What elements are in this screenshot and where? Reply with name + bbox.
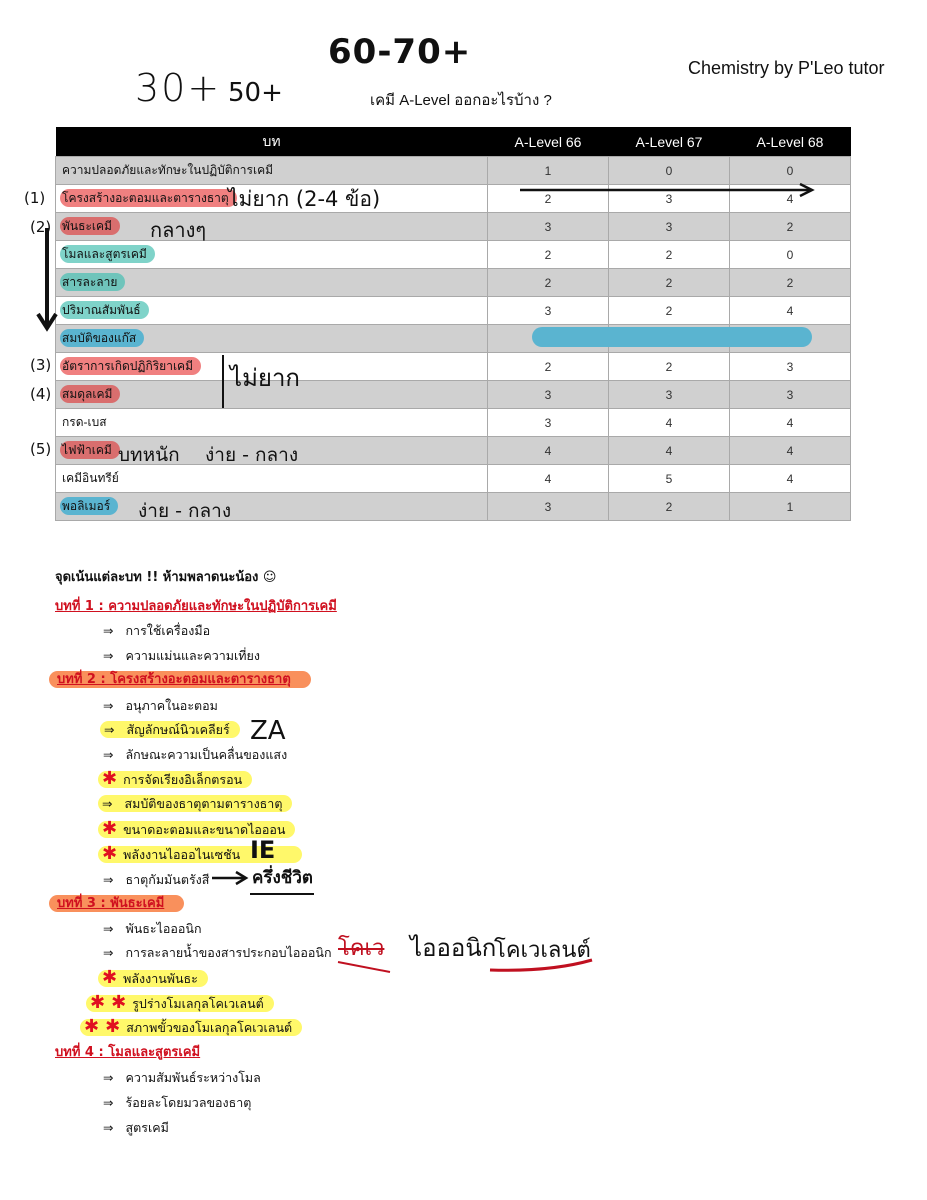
count-cell-v66: 4 (488, 437, 609, 465)
count-cell-v67: 4 (609, 437, 730, 465)
arrow-icon: ⇒ (103, 623, 114, 638)
count-cell-v67: 2 (609, 353, 730, 381)
subject-label: สารละลาย (60, 273, 125, 291)
note-half-life: ครึ่งชีวิต (252, 868, 313, 888)
margin-number-5: (5) (30, 440, 52, 458)
count-cell-v68: 1 (730, 493, 851, 521)
count-cell-v66: 3 (488, 213, 609, 241)
note-easy-medium-2: ง่าย - กลาง (138, 500, 232, 522)
chapter-1-title: บทที่ 1 : ความปลอดภัยและทักษะในปฏิบัติการเคมี (55, 599, 337, 614)
subject-label: พันธะเคมี (60, 217, 120, 235)
count-cell-v67: 2 (609, 493, 730, 521)
arrow-icon: ⇒ (103, 747, 114, 762)
chapter-2-title: บทที่ 2 : โครงสร้างอะตอมและตารางธาตุ (49, 668, 311, 689)
red-underline (330, 950, 600, 980)
ch2-item-6: ✱ ขนาดอะตอมและขนาดไอออน (98, 818, 295, 840)
count-cell-v68: 4 (730, 409, 851, 437)
note-za: ZA (250, 716, 286, 746)
count-cell-v66: 3 (488, 381, 609, 409)
ch3-item-4: ✱ ✱ รูปร่างโมเลกุลโคเวเลนต์ (86, 992, 274, 1014)
note-not-hard: ไม่ยาก (230, 364, 300, 392)
subject-label: ปริมาณสัมพันธ์ (60, 301, 149, 319)
header-68: A-Level 68 (730, 127, 851, 157)
ch2-item-4: ✱ การจัดเรียงอิเล็กตรอน (98, 768, 252, 790)
ch3-item-1: ⇒ พันธะไอออนิก (103, 921, 202, 936)
ch3-item-3: ✱ พลังงานพันธะ (98, 967, 208, 989)
count-cell-v68: 0 (730, 157, 851, 185)
note-medium: กลางๆ (150, 218, 207, 242)
arrow-icon: ⇒ (104, 722, 115, 737)
chapter-3-title: บทที่ 3 : พันธะเคมี (49, 892, 184, 913)
count-cell-v66: 2 (488, 241, 609, 269)
ch4-item-2: ⇒ ร้อยละโดยมวลของธาตุ (103, 1095, 252, 1110)
note-ionic: ไอออนิก (410, 934, 497, 962)
count-cell-v66: 4 (488, 465, 609, 493)
star-icon: ✱ (84, 1016, 100, 1037)
note-covalent: โคเวเลนต์ (494, 938, 591, 963)
star-icon: ✱ (105, 1016, 121, 1037)
arrow-icon: ⇒ (103, 1070, 114, 1085)
count-cell-v67: 3 (609, 381, 730, 409)
star-icon: ✱ (90, 992, 106, 1013)
arrow-icon: ⇒ (103, 648, 114, 663)
arrow-icon: ⇒ (102, 796, 113, 811)
subject-label: พอลิเมอร์ (60, 497, 118, 515)
header-67: A-Level 67 (609, 127, 730, 157)
arrow-icon: ⇒ (103, 921, 114, 936)
subject-label: โมลและสูตรเคมี (60, 245, 155, 263)
count-cell-v66: 2 (488, 353, 609, 381)
count-cell-v66: 3 (488, 409, 609, 437)
count-cell-v67: 0 (609, 157, 730, 185)
ch1-item-2: ⇒ ความแม่นและความเที่ยง (103, 648, 260, 663)
count-cell-v67: 5 (609, 465, 730, 493)
margin-number-4: (4) (30, 385, 52, 403)
count-cell-v68: 4 (730, 437, 851, 465)
count-cell-v67: 3 (609, 213, 730, 241)
subject-label: ไฟฟ้าเคมี (60, 441, 120, 459)
ch2-item-1: ⇒ อนุภาคในอะตอม (103, 698, 218, 713)
margin-number-3: (3) (30, 356, 52, 374)
note-crossed-out: โคเว (338, 936, 385, 961)
arrow-icon: ⇒ (103, 1120, 114, 1135)
ch3-item-2: ⇒ การละลายน้ำของสารประกอบไอออนิก (103, 945, 332, 960)
count-cell-v68: 0 (730, 241, 851, 269)
note-heavy-chapter: บทหนัก (118, 444, 180, 466)
focus-title: จุดเน้นแต่ละบท !! ห้ามพลาดนะน้อง ☺ (55, 570, 277, 585)
arrow-icon: ⇒ (103, 698, 114, 713)
note-easy-2-4: ไม่ยาก (2-4 ข้อ) (228, 187, 381, 211)
count-cell-v67: 2 (609, 241, 730, 269)
count-cell-v68: 4 (730, 465, 851, 493)
arrow-icon: ⇒ (103, 1095, 114, 1110)
brand-title: Chemistry by P'Leo tutor (688, 58, 885, 78)
ch3-item-5: ✱ ✱ สภาพขั้วของโมเลกุลโคเวเลนต์ (80, 1016, 302, 1038)
count-cell-v68: 4 (730, 185, 851, 213)
count-cell-v68: 3 (730, 381, 851, 409)
subject-label: อัตราการเกิดปฏิกิริยาเคมี (60, 357, 201, 375)
count-cell-v68: 2 (730, 269, 851, 297)
count-cell-v68: 2 (730, 213, 851, 241)
star-icon: ✱ (102, 818, 118, 839)
star-icon: ✱ (111, 992, 127, 1013)
star-icon: ✱ (102, 967, 118, 988)
count-cell-v67: 2 (609, 269, 730, 297)
count-cell-v67: 2 (609, 297, 730, 325)
note-ie: IE (250, 836, 276, 864)
ch4-item-3: ⇒ สูตรเคมี (103, 1120, 169, 1135)
count-cell-v68: 3 (730, 353, 851, 381)
header-66: A-Level 66 (488, 127, 609, 157)
ch2-item-7: ✱ พลังงานไอออไนเซชัน (98, 843, 302, 865)
subject-label: สมบัติของแก๊ส (60, 329, 144, 347)
count-cell-v66: 1 (488, 157, 609, 185)
ch2-item-2: ⇒ สัญลักษณ์นิวเคลียร์ (100, 720, 240, 740)
subject-label: ความปลอดภัยและทักษะในปฏิบัติการเคมี (62, 163, 274, 177)
ch1-item-1: ⇒ การใช้เครื่องมือ (103, 623, 211, 638)
count-cell-v66: 3 (488, 493, 609, 521)
count-cell-v67: 3 (609, 185, 730, 213)
subject-label: เคมีอินทรีย์ (62, 471, 119, 485)
count-cell-v67: 4 (609, 409, 730, 437)
page-heading: เคมี A-Level ออกอะไรบ้าง ? (370, 92, 552, 109)
subject-label: โครงสร้างอะตอมและตารางธาตุ (60, 189, 237, 207)
header-subject: บท (56, 127, 488, 157)
ch2-item-5: ⇒ สมบัติของธาตุตามตารางธาตุ (98, 794, 292, 814)
arrow-icon: ⇒ (103, 945, 114, 960)
handwriting-50: 50+ (228, 78, 283, 108)
count-cell-v66: 2 (488, 185, 609, 213)
margin-number-2: (2) (30, 218, 52, 236)
subject-label: กรด-เบส (62, 415, 107, 429)
subject-label: สมดุลเคมี (60, 385, 120, 403)
margin-number-1: (1) (24, 189, 46, 207)
handwriting-60-70: 60-70+ (328, 32, 472, 72)
ch2-item-8: ⇒ ธาตุกัมมันตรังสี (103, 872, 210, 887)
count-cell-v66: 3 (488, 297, 609, 325)
note-easy-medium-1: ง่าย - กลาง (205, 444, 299, 466)
chapter-4-title: บทที่ 4 : โมลและสูตรเคมี (55, 1045, 201, 1060)
ch2-item-3: ⇒ ลักษณะความเป็นคลื่นของแสง (103, 747, 288, 762)
count-cell-v68: 4 (730, 297, 851, 325)
arrow-icon: ⇒ (103, 872, 114, 887)
handwriting-30: 30+ (135, 66, 222, 110)
star-icon: ✱ (102, 843, 118, 864)
ch4-item-1: ⇒ ความสัมพันธ์ระหว่างโมล (103, 1070, 261, 1085)
count-cell-v66: 2 (488, 269, 609, 297)
star-icon: ✱ (102, 768, 118, 789)
